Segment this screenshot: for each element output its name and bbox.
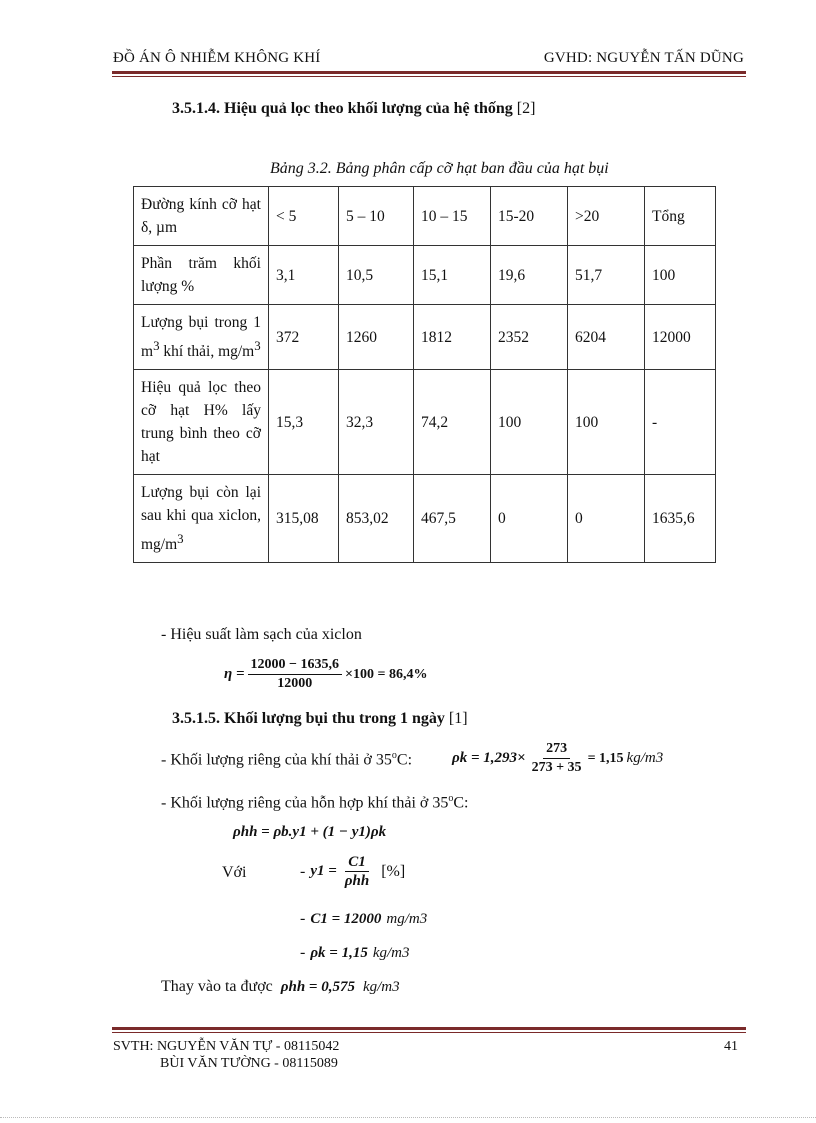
- table-col-header: < 5: [269, 187, 339, 246]
- table-cell: 15,3: [269, 370, 339, 475]
- table-cell: 1635,6: [645, 475, 716, 563]
- density-gas-text: - Khối lượng riêng của khí thải ở 35$^o$C:: [161, 750, 413, 769]
- section-number: 3.5.1.4.: [172, 100, 220, 117]
- table-col-header: Tổng: [645, 187, 716, 246]
- table-row-label: Lượng bụi còn lại sau khi qua xiclon, $mg/m^3$: [134, 475, 269, 563]
- table-header-row: [134, 187, 716, 246]
- table-cell: 6204: [568, 305, 645, 370]
- table-cell: -: [645, 370, 716, 475]
- header-left: ĐỒ ÁN Ô NHIỄM KHÔNG KHÍ: [113, 50, 321, 66]
- density-gas-formula: [452, 740, 663, 777]
- section-heading-2: [172, 710, 468, 728]
- table-row: [134, 246, 716, 305]
- header-right: GVHD: NGUYỄN TẤN DŨNG: [543, 50, 744, 66]
- header-rule-thin: [112, 76, 746, 77]
- table-cell: 10,5: [339, 246, 414, 305]
- eta-symbol: η =: [224, 666, 245, 682]
- table-row-label: Hiệu quả lọc theo cỡ hạt H% lấy trung bình theo cỡ hạt: [134, 370, 269, 475]
- table-cell: 467,5: [414, 475, 491, 563]
- table-cell: 12000: [645, 305, 716, 370]
- table-cell: 15,1: [414, 246, 491, 305]
- c1-formula: - C1 = 12000 mg/m3: [300, 910, 428, 927]
- pk-formula: - ρk = 1,15 kg/m3: [300, 944, 410, 961]
- page-edge: [0, 1117, 816, 1118]
- section-number: 3.5.1.5.: [172, 710, 220, 727]
- table-col-header: 15-20: [491, 187, 568, 246]
- substitute-line: Thay vào ta được ρhh = 0,575 kg/m3: [161, 978, 400, 995]
- table-row-label: Phần trăm khối lượng %: [134, 246, 269, 305]
- table-header-label: Đường kính cỡ hạt δ, µm: [134, 187, 269, 246]
- section-ref: [2]: [516, 100, 536, 117]
- fraction-numerator: 12000 − 1635,6: [248, 656, 342, 675]
- table-cell: 315,08: [269, 475, 339, 563]
- density-mix-text: - Khối lượng riêng của hỗn hợp khí thải ở 35$^o$C:: [161, 793, 469, 812]
- table-cell: 51,7: [568, 246, 645, 305]
- section-title: Hiệu quả lọc theo khối lượng của hệ thống: [224, 100, 513, 117]
- density-fraction: [529, 740, 585, 777]
- fraction-numerator: 273: [543, 740, 570, 759]
- with-label: Với: [222, 864, 247, 881]
- table-cell: 853,02: [339, 475, 414, 563]
- density-unit: kg/m3: [626, 750, 664, 766]
- y1-formula: - y1 = $\frac{C1}{\text{ρhh}}$ [%]: [300, 854, 406, 889]
- table-col-header: >20: [568, 187, 645, 246]
- table-col-header: 5 – 10: [339, 187, 414, 246]
- table-cell: 3,1: [269, 246, 339, 305]
- table-col-header: 10 – 15: [414, 187, 491, 246]
- density-mix-formula: ρhh = ρb.y1 + (1 − y1)ρk: [233, 824, 387, 840]
- efficiency-formula: [224, 656, 427, 693]
- footer-author-1: SVTH: NGUYỄN VĂN TỰ - 08115042: [113, 1039, 340, 1054]
- table-caption: Bảng 3.2. Bảng phân cấp cỡ hạt ban đầu của hạt bụi: [270, 160, 609, 177]
- efficiency-text: - Hiệu suất làm sạch của xiclon: [161, 626, 362, 643]
- footer-rule: [112, 1027, 746, 1030]
- table-cell: 100: [568, 370, 645, 475]
- table-row-label: Lượng bụi trong 1 $m^3$ khí thải, $mg/m^3$: [134, 305, 269, 370]
- section-heading-1: [172, 100, 535, 118]
- efficiency-result: ×100 = 86,4%: [345, 666, 428, 682]
- table-cell: 100: [645, 246, 716, 305]
- fraction-denominator: 273 + 35: [531, 760, 582, 775]
- table-cell: 1812: [414, 305, 491, 370]
- rho-k-expression: ρk = 1,293×: [452, 750, 526, 766]
- table-row: [134, 475, 716, 563]
- table-cell: 0: [568, 475, 645, 563]
- density-result: = 1,15: [587, 750, 624, 766]
- table-row: [134, 370, 716, 475]
- footer-rule-thin: [112, 1032, 746, 1033]
- y1-fraction: $\frac{C1}{\text{ρhh}}$: [344, 854, 370, 889]
- table-cell: 19,6: [491, 246, 568, 305]
- table-row: [134, 305, 716, 370]
- table-cell: 1260: [339, 305, 414, 370]
- section-ref: [1]: [448, 710, 468, 727]
- table-cell: 74,2: [414, 370, 491, 475]
- table-cell: 372: [269, 305, 339, 370]
- fraction-denominator: 12000: [277, 676, 313, 691]
- header-rule: [112, 71, 746, 74]
- section-title: Khối lượng bụi thu trong 1 ngày: [224, 710, 445, 727]
- footer-author-2: BÙI VĂN TƯỜNG - 08115089: [160, 1056, 338, 1071]
- table-cell: 0: [491, 475, 568, 563]
- page-number: 41: [724, 1039, 738, 1054]
- table-cell: 100: [491, 370, 568, 475]
- efficiency-fraction: [248, 656, 342, 693]
- particle-size-table: [133, 186, 716, 563]
- table-cell: 32,3: [339, 370, 414, 475]
- table-cell: 2352: [491, 305, 568, 370]
